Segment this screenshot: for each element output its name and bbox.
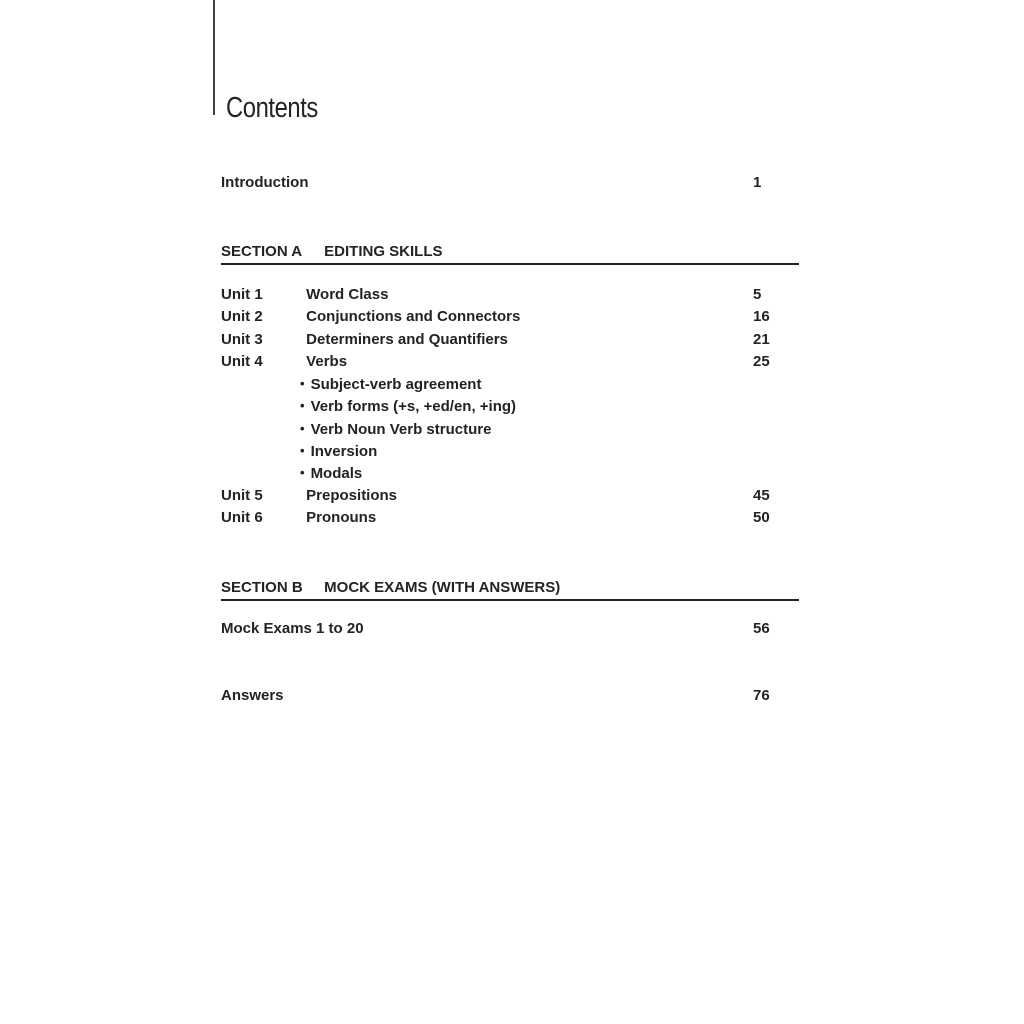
unit-page-number: 45	[753, 486, 770, 504]
entry-label: Introduction	[221, 174, 309, 191]
unit-4-bullet-2	[221, 395, 799, 417]
section-label: SECTION A	[221, 243, 303, 260]
unit-title: Conjunctions and Connectors	[306, 308, 521, 326]
bullet-text: Verb forms (+s, +ed/en, +ing)	[310, 398, 517, 416]
bullet-icon: •	[300, 376, 305, 392]
vertical-rule	[213, 0, 215, 115]
section-label: SECTION B	[221, 579, 303, 596]
unit-label: Unit 6	[221, 508, 263, 526]
unit-label: Unit 2	[221, 308, 263, 326]
unit-title: Determiners and Quantifiers	[306, 330, 508, 348]
bullet-icon: •	[300, 420, 305, 436]
unit-label: Unit 5	[221, 486, 263, 504]
unit-row-3	[221, 329, 799, 351]
units-list	[221, 284, 799, 529]
unit-label: Unit 4	[221, 352, 263, 370]
unit-row-6	[221, 507, 799, 529]
section-b-header	[221, 580, 799, 601]
unit-title: Pronouns	[306, 508, 377, 526]
unit-label: Unit 1	[221, 286, 263, 303]
unit-4-bullet-3	[221, 418, 799, 440]
unit-row-4	[221, 351, 799, 373]
unit-page-number: 25	[753, 352, 770, 370]
entry-label: Mock Exams 1 to 20	[221, 620, 364, 637]
unit-row-5	[221, 485, 799, 507]
unit-page-number: 16	[753, 308, 770, 326]
unit-page-number: 5	[753, 286, 762, 303]
unit-row-1	[221, 284, 799, 306]
unit-title: Word Class	[306, 286, 389, 303]
entry-page-number: 56	[753, 620, 770, 637]
unit-page-number: 50	[753, 508, 770, 526]
bullet-icon: •	[300, 465, 305, 481]
toc-entry-mock-exams	[221, 618, 799, 640]
bullet-text: Subject-verb agreement	[310, 376, 482, 394]
toc-entry-answers	[221, 685, 799, 707]
bullet-text: Inversion	[310, 443, 378, 461]
entry-page-number: 76	[753, 687, 770, 704]
section-title: EDITING SKILLS	[324, 243, 443, 260]
bullet-text: Modals	[310, 465, 363, 483]
unit-4-bullet-1	[221, 373, 799, 395]
page-title: Contents	[226, 92, 318, 124]
unit-label: Unit 3	[221, 330, 263, 348]
bullet-icon: •	[300, 398, 305, 414]
section-title: MOCK EXAMS (WITH ANSWERS)	[324, 579, 561, 596]
entry-label: Answers	[221, 687, 284, 704]
unit-page-number: 21	[753, 330, 770, 348]
bullet-text: Verb Noun Verb structure	[310, 420, 492, 438]
unit-title: Verbs	[306, 352, 348, 370]
unit-4-bullet-5	[221, 462, 799, 484]
unit-4-bullet-4	[221, 440, 799, 462]
entry-page-number: 1	[753, 174, 762, 191]
section-a-header	[221, 244, 799, 265]
bullet-icon: •	[300, 443, 305, 459]
unit-row-2	[221, 306, 799, 328]
toc-entry-introduction	[221, 172, 799, 194]
unit-title: Prepositions	[306, 486, 398, 504]
